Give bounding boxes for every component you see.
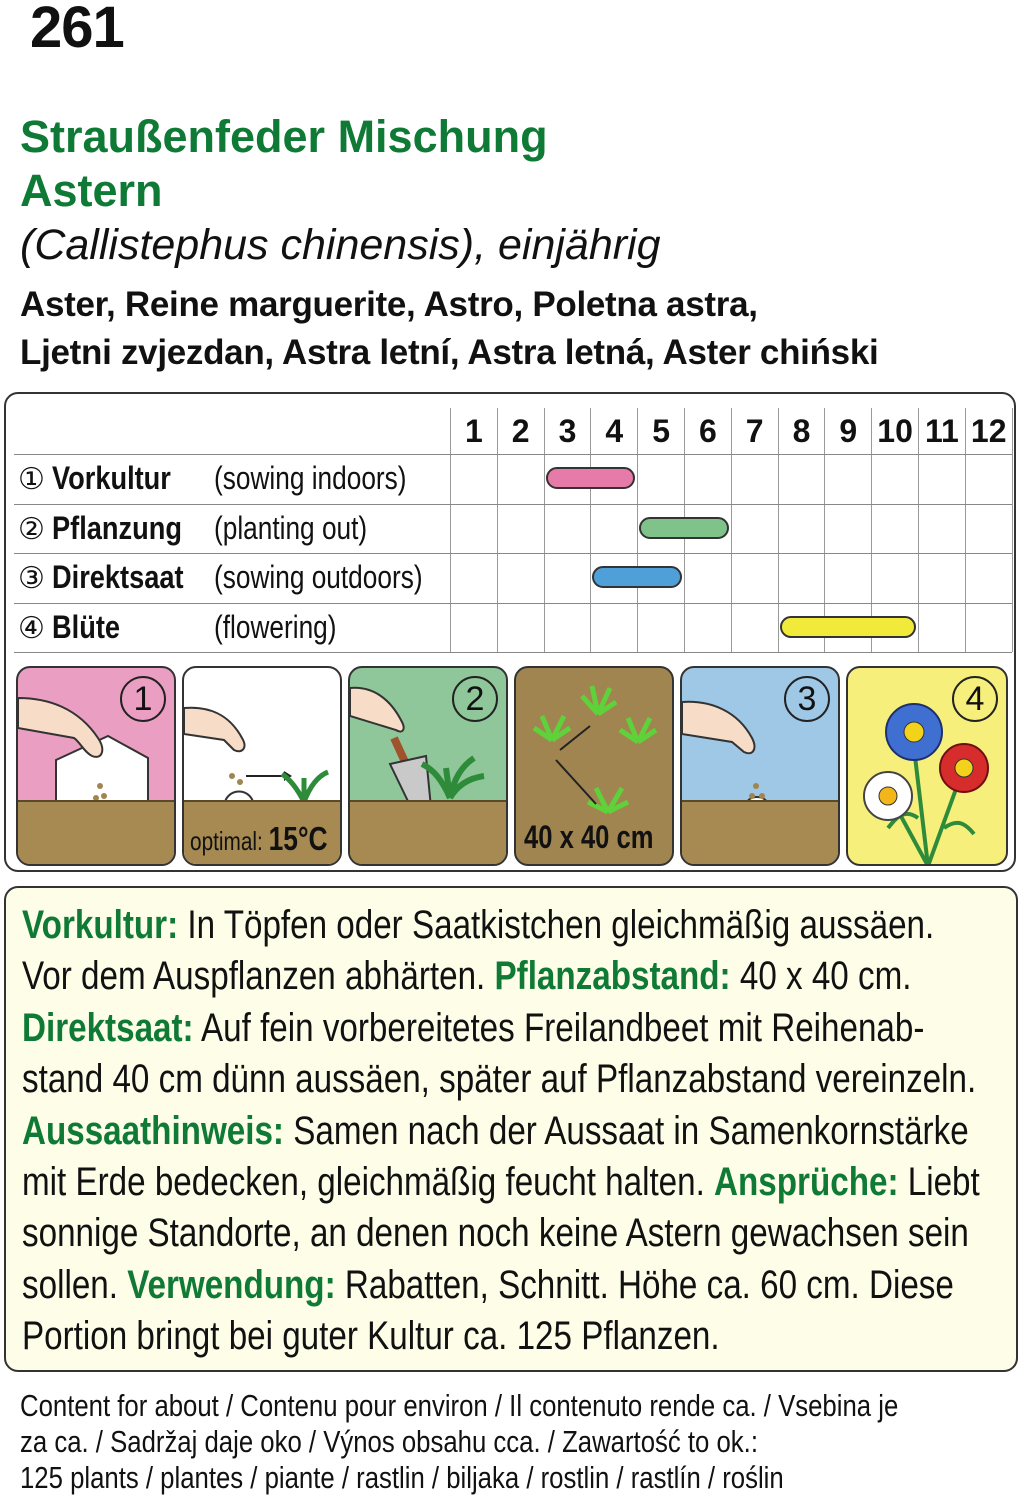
grid-line bbox=[778, 408, 779, 652]
keyword-vorkultur: Vorkultur: bbox=[22, 903, 179, 947]
month-header-8: 8 bbox=[778, 408, 825, 454]
row-label-en: (planting out) bbox=[214, 509, 368, 546]
grid-line bbox=[14, 652, 1012, 653]
text-direktsaat: Auf fein vorbereitetes Freilandbeet mit Reihenabstand 40 cm dünn aussäen, später auf Pflanzabstand vereinzeln. bbox=[22, 1005, 977, 1102]
soil-layer bbox=[18, 800, 174, 864]
row-label-en: (sowing indoors) bbox=[214, 460, 407, 496]
row-label-en: (flowering) bbox=[214, 608, 337, 645]
month-header-9: 9 bbox=[824, 408, 871, 454]
translated-names-line-1: Aster, Reine marguerite, Astro, Poletna astra, bbox=[20, 285, 758, 324]
keyword-aussaathinweis: Aussaathinweis: bbox=[22, 1108, 284, 1153]
product-number: 261 bbox=[30, 0, 124, 60]
row-number: ② bbox=[18, 512, 45, 546]
instructions-text bbox=[22, 900, 993, 1363]
row-label-de: Pflanzung bbox=[52, 509, 182, 546]
keyword-verwendung: Verwendung: bbox=[127, 1262, 336, 1307]
calendar-row-1 bbox=[18, 454, 449, 502]
grid-line bbox=[450, 408, 451, 652]
grid-line bbox=[965, 408, 966, 652]
pictogram-plant-spacing bbox=[514, 666, 674, 866]
step-number-badge: 1 bbox=[120, 676, 166, 722]
period-bar-1 bbox=[546, 467, 636, 489]
grid-line bbox=[731, 408, 732, 652]
soil-layer bbox=[682, 800, 838, 864]
text-vorkultur: In Töpfen oder Saatkistchen gleichmäßig aussäen. Vor dem Auspflanzen abhärten. bbox=[22, 903, 935, 999]
text-aussaathinweis: Samen nach der Aussaat in Samenkornstärke mit Erde bedecken, gleichmäßig feucht halten. bbox=[22, 1108, 969, 1205]
month-header-6: 6 bbox=[684, 408, 731, 454]
grid-line bbox=[637, 408, 638, 652]
keyword-pflanzabstand: Pflanzabstand: bbox=[494, 954, 731, 999]
footer-line-2: za ca. / Sadržaj daje oko / Výnos obsahu cca. / Zawartość to ok.: bbox=[20, 1424, 758, 1459]
text-pflanzabstand: 40 x 40 cm. bbox=[730, 954, 912, 999]
text-verwendung: Rabatten, Schnitt. Höhe ca. 60 cm. Diese Portion bringt bei guter Kultur ca. 125 Pflanzen. bbox=[22, 1262, 954, 1359]
month-header-1: 1 bbox=[450, 408, 497, 454]
product-subtitle: Astern bbox=[20, 165, 163, 216]
grid-line bbox=[497, 408, 498, 652]
keyword-ansprueche: Ansprüche: bbox=[714, 1160, 899, 1205]
pictogram-sowing-outdoors bbox=[680, 666, 840, 866]
blue-aster-icon bbox=[886, 704, 942, 760]
soil-layer bbox=[350, 800, 506, 864]
month-header-7: 7 bbox=[731, 408, 778, 454]
grid-line bbox=[544, 408, 545, 652]
cultivation-instructions-box bbox=[4, 886, 1018, 1372]
white-aster-icon bbox=[864, 772, 912, 820]
footer-line-1: Content for about / Contenu pour environ / Il contenuto rende ca. / Vsebina je bbox=[20, 1388, 899, 1423]
calendar-row-4 bbox=[18, 603, 363, 651]
optimal-label: optimal: 15°C bbox=[190, 820, 328, 857]
pictogram-planting-out bbox=[348, 666, 508, 866]
spacing-label: 40 x 40 cm bbox=[524, 819, 654, 855]
text-ansprueche: Liebt sonnige Standorte, an denen noch keine Astern gewachsen sein sollen. bbox=[22, 1160, 980, 1307]
period-bar-2 bbox=[639, 517, 729, 539]
month-header-2: 2 bbox=[497, 408, 544, 454]
row-label-de: Blüte bbox=[52, 608, 120, 645]
step-number-badge: 4 bbox=[952, 676, 998, 722]
month-header-11: 11 bbox=[918, 408, 965, 454]
row-number: ① bbox=[18, 463, 45, 496]
period-bar-3 bbox=[592, 566, 682, 588]
pictogram-flowering bbox=[846, 666, 1008, 866]
calendar-row-2 bbox=[18, 504, 401, 552]
row-label-de: Direktsaat bbox=[52, 559, 184, 595]
grid-line bbox=[1012, 408, 1013, 652]
month-header-3: 3 bbox=[544, 408, 591, 454]
translated-names-line-2: Ljetni zvjezdan, Astra letní, Astra letná, Aster chiński bbox=[20, 333, 879, 372]
content-footer bbox=[20, 1388, 1016, 1496]
keyword-direktsaat: Direktsaat: bbox=[22, 1005, 194, 1050]
grid-line bbox=[590, 408, 591, 652]
calendar-row-3 bbox=[18, 553, 468, 601]
row-number: ④ bbox=[18, 611, 45, 645]
footer-line-3: 125 plants / plantes / piante / rastlin / biljaka / rostlin / rastlín / roślin bbox=[20, 1460, 784, 1495]
red-aster-icon bbox=[940, 744, 988, 792]
step-number-badge: 3 bbox=[784, 676, 830, 722]
month-header-10: 10 bbox=[871, 408, 918, 454]
pictogram-germination-temperature bbox=[182, 666, 342, 866]
month-header-12: 12 bbox=[965, 408, 1012, 454]
row-label-de: Vorkultur bbox=[52, 460, 171, 496]
sowing-calendar-panel bbox=[4, 392, 1016, 872]
product-title: Straußenfeder Mischung bbox=[20, 111, 548, 162]
pictogram-sowing-indoors bbox=[16, 666, 176, 866]
month-header-4: 4 bbox=[590, 408, 637, 454]
latin-name: (Callistephus chinensis), einjährig bbox=[20, 221, 661, 269]
row-number: ③ bbox=[18, 562, 45, 595]
row-label-en: (sowing outdoors) bbox=[214, 559, 423, 595]
grid-line bbox=[918, 408, 919, 652]
month-header-5: 5 bbox=[637, 408, 684, 454]
step-number-badge: 2 bbox=[452, 676, 498, 722]
period-bar-4 bbox=[780, 616, 916, 638]
